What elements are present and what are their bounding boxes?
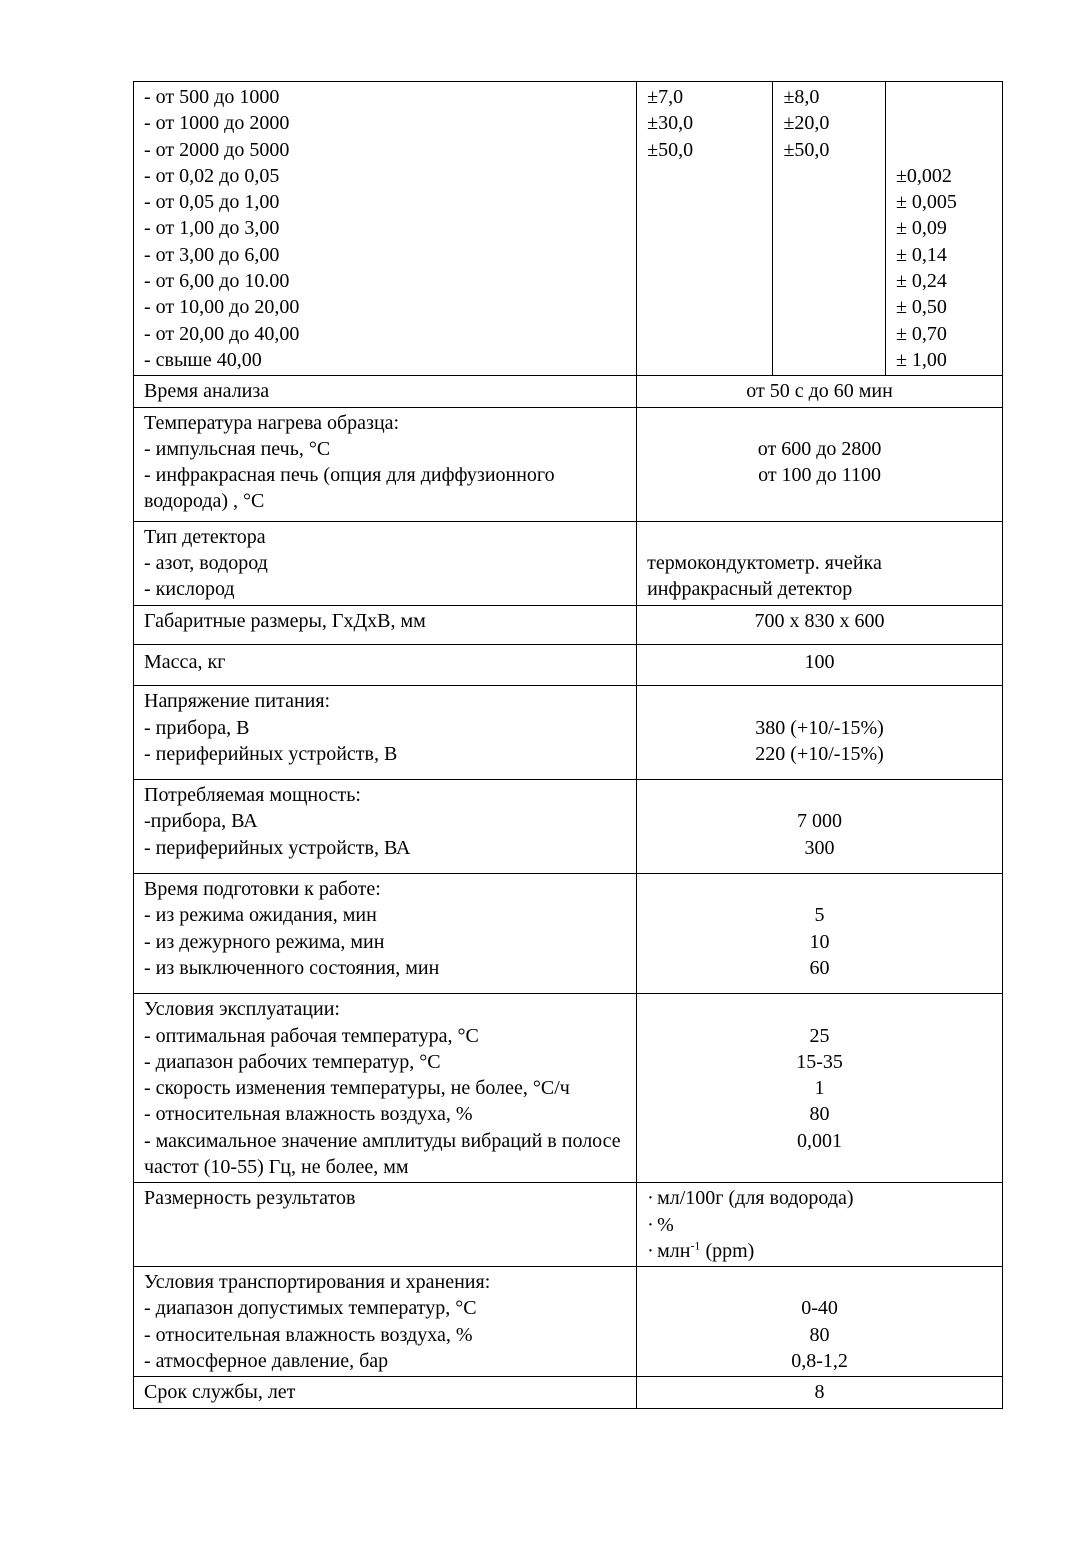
table-row-transport	[134, 1267, 1003, 1377]
tolerance-value: ±50,0	[783, 138, 830, 161]
tolerance-value: ± 1,00	[895, 348, 947, 371]
tolerance-value: ±7,0	[647, 86, 684, 108]
item-label: - диапазон рабочих температур, °С	[144, 1050, 441, 1073]
table-row-accuracy	[134, 82, 1003, 376]
table-row-service-life	[134, 1377, 1003, 1408]
item-value: 60	[809, 956, 830, 979]
item-label: - из дежурного режима, мин	[144, 930, 385, 953]
tolerance-value: ±20,0	[783, 112, 830, 135]
row-label-block	[134, 1267, 637, 1377]
item-label: - кислород	[144, 578, 235, 601]
item-value: 25	[809, 1024, 830, 1047]
tolerance-value: ± 0,24	[895, 270, 947, 293]
table-row-prep-time	[134, 874, 1003, 994]
row-label: Срок службы, лет	[134, 1377, 637, 1408]
table-row-voltage	[134, 686, 1003, 780]
item-label: -прибора, ВА	[144, 810, 258, 833]
row-value-block	[637, 874, 1003, 994]
row-value-block	[637, 1183, 1003, 1267]
row-value-block	[637, 521, 1003, 605]
item-value: 7 000	[797, 810, 843, 833]
accuracy-range-labels	[134, 82, 637, 376]
item-value: 1	[814, 1077, 825, 1100]
tolerance-value: ± 0,09	[895, 217, 947, 240]
item-value: 5	[814, 904, 825, 927]
unit-item: · %	[647, 1213, 674, 1236]
row-label-block	[134, 407, 637, 521]
row-value: 700 х 830 х 600	[637, 605, 1003, 644]
row-value-block	[637, 780, 1003, 874]
item-label: - максимальное значение амплитуды вибраций в полосе частот (10-55) Гц, не более, мм	[144, 1129, 621, 1178]
table-row-dimensions	[134, 605, 1003, 644]
table-row-mass	[134, 644, 1003, 685]
item-value: 0-40	[801, 1297, 838, 1320]
item-label: - из выключенного состояния, мин	[144, 956, 440, 979]
table-row-power	[134, 780, 1003, 874]
row-value: 8	[637, 1377, 1003, 1408]
section-title: Условия транспортирования и хранения:	[144, 1271, 491, 1294]
item-label: - инфракрасная печь (опция для диффузионного водорода) , °С	[144, 464, 555, 513]
spec-table	[133, 81, 1003, 1409]
tolerance-value: ±30,0	[647, 112, 694, 135]
item-value: от 600 до 2800	[757, 437, 882, 460]
tolerance-value: ± 0,70	[895, 322, 947, 345]
item-value: 220 (+10/-15%)	[755, 742, 884, 765]
item-label: - оптимальная рабочая температура, °С	[144, 1024, 479, 1047]
accuracy-col-2	[773, 82, 886, 376]
table-row-operating	[134, 994, 1003, 1183]
item-value: 0,8-1,2	[791, 1350, 848, 1373]
row-value-block	[637, 686, 1003, 780]
range-label: - от 0,05 до 1,00	[144, 191, 280, 214]
range-label: - от 10,00 до 20,00	[144, 296, 300, 319]
range-label: - свыше 40,00	[144, 348, 262, 371]
tolerance-value: ±0,002	[895, 164, 952, 187]
section-title: Тип детектора	[144, 525, 266, 548]
tolerance-value: ±8,0	[783, 86, 820, 108]
item-label: - относительная влажность воздуха, %	[144, 1323, 473, 1346]
table-row-units	[134, 1183, 1003, 1267]
row-label-block	[134, 686, 637, 780]
tolerance-value: ± 0,14	[895, 243, 947, 266]
item-label: - прибора, В	[144, 716, 250, 739]
item-value: от 100 до 1100	[758, 464, 881, 487]
item-value: инфракрасный детектор	[647, 578, 853, 601]
range-label: - от 6,00 до 10.00	[144, 270, 290, 293]
section-title: Потребляемая мощность:	[144, 784, 361, 807]
row-label-block	[134, 780, 637, 874]
range-label: - от 2000 до 5000	[144, 138, 290, 161]
row-label-block	[134, 874, 637, 994]
accuracy-col-3	[885, 82, 1002, 376]
item-value: 10	[809, 930, 830, 953]
table-row-detector	[134, 521, 1003, 605]
item-value: 300	[804, 836, 835, 859]
spec-table-page	[133, 81, 1003, 1409]
item-label: - периферийных устройств, В	[144, 742, 398, 765]
range-label: - от 1000 до 2000	[144, 112, 290, 135]
row-label-block	[134, 994, 637, 1183]
item-value: 0,001	[797, 1129, 843, 1152]
tolerance-value: ± 0,50	[895, 296, 947, 319]
row-value-block	[637, 994, 1003, 1183]
range-label: - от 500 до 1000	[144, 86, 280, 108]
row-value: 100	[637, 644, 1003, 685]
item-value: 80	[809, 1103, 830, 1126]
row-value: от 50 с до 60 мин	[637, 376, 1003, 407]
item-label: - относительная влажность воздуха, %	[144, 1103, 473, 1126]
table-row-analysis-time	[134, 376, 1003, 407]
item-label: - импульсная печь, °С	[144, 437, 331, 460]
unit-item: · мл/100г (для водорода)	[647, 1187, 854, 1210]
item-label: - периферийных устройств, ВА	[144, 836, 411, 859]
range-label: - от 20,00 до 40,00	[144, 322, 300, 345]
section-title: Условия эксплуатации:	[144, 998, 340, 1021]
item-label: - атмосферное давление, бар	[144, 1350, 389, 1373]
item-label: - скорость изменения температуры, не более, °С/ч	[144, 1077, 570, 1100]
item-value: 380 (+10/-15%)	[755, 716, 884, 739]
row-label: Габаритные размеры, ГхДхВ, мм	[134, 605, 637, 644]
row-label: Размерность результатов	[134, 1183, 637, 1267]
table-row-heating	[134, 407, 1003, 521]
unit-item: · млн$^{-1}$ (ppm)	[647, 1238, 755, 1262]
range-label: - от 1,00 до 3,00	[144, 217, 280, 240]
row-label-block	[134, 521, 637, 605]
section-title: Время подготовки к работе:	[144, 878, 381, 901]
item-label: - диапазон допустимых температур, °С	[144, 1297, 477, 1320]
section-title: Напряжение питания:	[144, 690, 331, 713]
tolerance-value: ±50,0	[647, 138, 694, 161]
item-value: 15-35	[796, 1050, 843, 1073]
range-label: - от 0,02 до 0,05	[144, 164, 280, 187]
item-value: 80	[809, 1323, 830, 1346]
range-label: - от 3,00 до 6,00	[144, 243, 280, 266]
item-value: термокондуктометр. ячейка	[647, 552, 882, 575]
row-value-block	[637, 407, 1003, 521]
row-label: Масса, кг	[134, 644, 637, 685]
row-value-block	[637, 1267, 1003, 1377]
tolerance-value: ± 0,005	[895, 191, 957, 214]
section-title: Температура нагрева образца:	[144, 411, 400, 434]
item-label: - из режима ожидания, мин	[144, 904, 377, 927]
accuracy-col-1	[637, 82, 773, 376]
item-label: - азот, водород	[144, 552, 268, 575]
row-label: Время анализа	[134, 376, 637, 407]
